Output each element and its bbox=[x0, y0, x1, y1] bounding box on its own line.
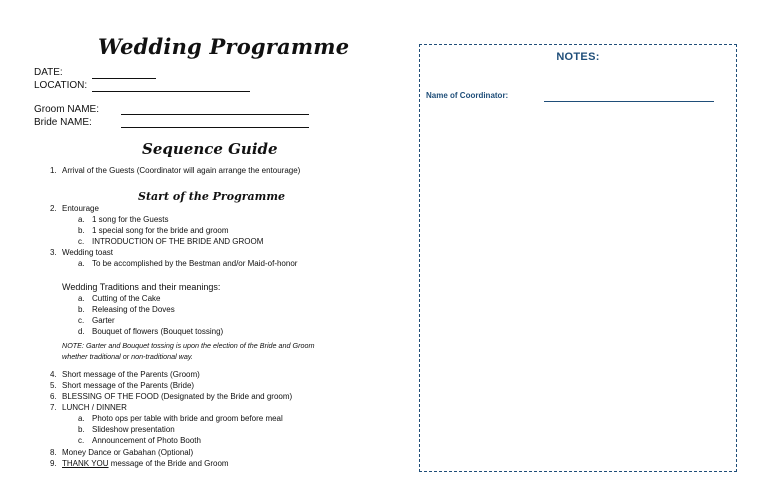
list-item: Entourage bbox=[62, 204, 99, 213]
page-title: Wedding Programme bbox=[98, 34, 350, 59]
coordinator-name-field-line[interactable] bbox=[544, 101, 714, 102]
sub-list-letter: b. bbox=[78, 226, 85, 235]
sub-list-item: Photo ops per table with bride and groom before meal bbox=[92, 414, 283, 423]
sub-list-item: Cutting of the Cake bbox=[92, 294, 161, 303]
sub-list-letter: a. bbox=[78, 294, 85, 303]
sequence-guide-title: Sequence Guide bbox=[142, 140, 278, 158]
list-number: 1. bbox=[50, 166, 57, 175]
list-number: 4. bbox=[50, 370, 57, 379]
bride-name-label: Bride NAME: bbox=[34, 117, 92, 128]
sub-list-letter: b. bbox=[78, 305, 85, 314]
sub-list-item: 1 special song for the bride and groom bbox=[92, 226, 229, 235]
groom-name-field-line[interactable] bbox=[121, 114, 309, 115]
list-item: Arrival of the Guests (Coordinator will again arrange the entourage) bbox=[62, 166, 301, 175]
sub-list-letter: a. bbox=[78, 414, 85, 423]
sub-list-item: To be accomplished by the Bestman and/or Maid-of-honor bbox=[92, 259, 298, 268]
list-item: Short message of the Parents (Bride) bbox=[62, 381, 195, 390]
list-number: 9. bbox=[50, 459, 57, 468]
list-item: LUNCH / DINNER bbox=[62, 403, 127, 412]
list-number: 2. bbox=[50, 204, 57, 213]
list-number: 8. bbox=[50, 448, 57, 457]
date-label: DATE: bbox=[34, 67, 63, 78]
sub-list-letter: c. bbox=[78, 237, 85, 246]
location-label: LOCATION: bbox=[34, 80, 88, 91]
sub-list-letter: d. bbox=[78, 327, 85, 336]
notes-title: NOTES: bbox=[556, 51, 600, 63]
list-item: Money Dance or Gabahan (Optional) bbox=[62, 448, 194, 457]
list-item: Short message of the Parents (Groom) bbox=[62, 370, 200, 379]
sub-list-item: Slideshow presentation bbox=[92, 425, 175, 434]
sub-list-letter: a. bbox=[78, 259, 85, 268]
list-number: 6. bbox=[50, 392, 57, 401]
sub-list-item: Garter bbox=[92, 316, 115, 325]
list-item-rest: message of the Bride and Groom bbox=[108, 459, 229, 468]
note-line: NOTE: Garter and Bouquet tossing is upon the election of the Bride and Groom bbox=[62, 341, 315, 350]
sub-list-item: Announcement of Photo Booth bbox=[92, 436, 201, 445]
groom-name-label: Groom NAME: bbox=[34, 104, 100, 115]
notes-box bbox=[419, 44, 737, 472]
list-number: 7. bbox=[50, 403, 57, 412]
bride-name-field-line[interactable] bbox=[121, 127, 309, 128]
list-item bbox=[62, 459, 229, 469]
thank-you-underlined: THANK YOU bbox=[62, 459, 109, 468]
sub-list-letter: c. bbox=[78, 436, 85, 445]
sub-list-item: 1 song for the Guests bbox=[92, 215, 169, 224]
sub-list-item: INTRODUCTION OF THE BRIDE AND GROOM bbox=[92, 237, 264, 246]
list-item: Wedding toast bbox=[62, 248, 113, 257]
traditions-note bbox=[62, 340, 362, 362]
date-field-line[interactable] bbox=[92, 78, 156, 79]
list-number: 3. bbox=[50, 248, 57, 257]
location-field-line[interactable] bbox=[92, 91, 250, 92]
sub-list-letter: b. bbox=[78, 425, 85, 434]
coordinator-name-label: Name of Coordinator: bbox=[426, 91, 509, 100]
list-item: BLESSING OF THE FOOD (Designated by the Bride and groom) bbox=[62, 392, 293, 401]
note-line: whether traditional or non-traditional way. bbox=[62, 352, 193, 361]
sub-list-item: Releasing of the Doves bbox=[92, 305, 175, 314]
traditions-heading: Wedding Traditions and their meanings: bbox=[62, 282, 221, 292]
list-number: 5. bbox=[50, 381, 57, 390]
sub-list-letter: c. bbox=[78, 316, 85, 325]
sub-list-letter: a. bbox=[78, 215, 85, 224]
start-of-programme-title: Start of the Programme bbox=[138, 190, 285, 203]
sub-list-item: Bouquet of flowers (Bouquet tossing) bbox=[92, 327, 224, 336]
